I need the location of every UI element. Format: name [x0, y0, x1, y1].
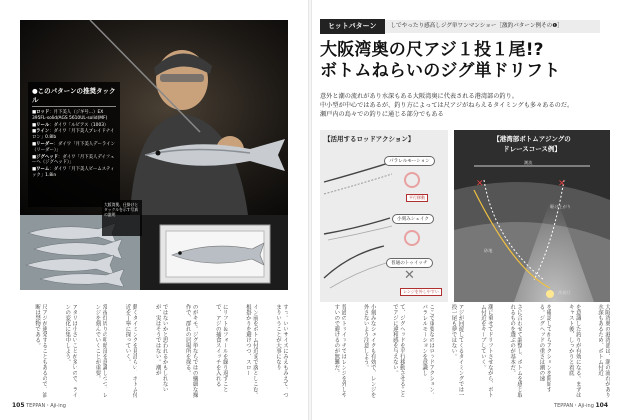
hit-pattern-tag: ヒットパターン [320, 19, 385, 34]
parallel-motion-label: パラレルモーション [384, 156, 435, 166]
headline [320, 40, 610, 82]
horizontal-move-label: 平行移動 [406, 194, 428, 202]
rod-action-panel [320, 130, 448, 302]
body-column: さに合わせて調整し、ボトムを感じ取れるものを選ぶのが基本だ。 [509, 304, 523, 398]
tackle-item: ■ロッド：月下美人（ジギ号…）EX 395FL-solid/AGS 5610UL-solid(MF) [32, 110, 108, 121]
body-column: 普通のトゥイッチではレンジを外しやすいので避けるのが無難だ。 [333, 304, 347, 398]
tackle-item: ■ジグヘッド：ダイワ「月下美人デイフェーヘ（ジグヘッド）」 [32, 154, 115, 166]
right-body-text [320, 304, 610, 402]
page-number: 104 [595, 402, 608, 409]
body-column: 動くタイミングを見計らい、ボトム付近を丁寧に探っていく。 [124, 304, 138, 398]
bottom-label: 砂地 [484, 248, 493, 253]
body-column: を確認してからアクションを開始する。ジグヘッドの重さは潮の速 [538, 304, 552, 392]
magazine-name: TEPPAN・Aji-ing [26, 403, 66, 409]
body-column: のがキモ。ジグ単ならではの繊細な操作で、群れの居場所を探る。 [184, 304, 198, 398]
tackle-item: ■ワーム：ダイワ「月下美人ビームスティック」1.8in [32, 167, 115, 178]
course-subtitle: ドレースコース例】 [503, 145, 561, 153]
course-example-panel [454, 130, 610, 302]
headline-line-2: ボトムねらいのジグ単ドリフト [320, 61, 561, 81]
body-column: 尺アジが連発することもあるので、油断は禁物である。 [34, 304, 48, 398]
lead-line: 瀬戸内の島々での釣りに通じる部分でもある [320, 111, 444, 118]
lead-line: 意外と潮の流れがあり水深もある大阪湾奥に代表される港湾部の釣り。 [320, 93, 518, 100]
body-column: 大阪湾奥の港湾部は、潮の流れがあり水深もあるため、ボトム付近 [597, 304, 610, 398]
rod-action-title: 【活用するロッドアクション】 [324, 135, 415, 143]
body-column: 小刻みなシェイクも有効で、レンジを外さないよう注意しよう。 [362, 304, 376, 398]
right-page [310, 0, 620, 420]
light-label: 常夜灯 [558, 290, 571, 295]
photo-aji-in-cooler [140, 215, 288, 290]
ng-cross-icon: ✕ [404, 268, 415, 283]
body-column: ではないかと思われるかもしれないが、実はそうではない。潮が [154, 304, 168, 392]
body-column: にリフト＆フォールを繰り返すことで、アジの捕食スイッチを入れる [214, 304, 228, 392]
range-miss-label: レンジを外しやすい [400, 288, 442, 296]
section-tag-row [320, 20, 600, 33]
body-column: を意識した釣りが有効になる。まずはキャスト後、しっかりと着底 [567, 304, 581, 398]
lead-text [320, 92, 610, 119]
body-column: すっ。いいサイズにみえもみえて。つまりいうことが大事になり [275, 304, 288, 398]
lead-line: 中小型が中心ではあるが、釣り方によっては尺アジがねらえるタイミングも多々あるのだ。 [320, 102, 574, 109]
body-column: ここで重要なのはロッドアクション。パラレルモーションを意識し [421, 304, 435, 398]
svg-text:✕: ✕ [476, 179, 484, 189]
body-column: 潮に乗せてドリフトさせながら、ボトム付近をキープしていく。 [479, 304, 493, 398]
body-column: アタリは小さいことが多いので、ラインの変化に集中しよう。 [64, 304, 78, 398]
tackle-title: ●このパターンの推奨タックル [32, 86, 116, 107]
tackle-item: ■リール：ダイワ「ルビアス（1003） [32, 122, 109, 128]
cooler-box [140, 215, 288, 290]
diagram-area [320, 130, 610, 302]
tackle-item: ■ライン：ダイワ「月下美人ブレイドナイロン」0.8lb [32, 129, 115, 141]
body-column: イン前をボトム付近まで落としこむ。根掛かりを避けつつ、スロー [244, 304, 258, 398]
tag-subtitle: しでやったり感高しジグ単ワンマンショー［激釣パターン例その❶］ [385, 20, 600, 33]
photo-caption: 大阪湾奥、仕掛けとタックルを示す写真の説明 [102, 200, 142, 236]
magazine-name: TEPPAN・Aji-ing [554, 403, 594, 409]
course-title: 【港湾部ボトムアジングの [493, 135, 571, 143]
tackle-item: ■リーダー：ダイワ「月下美人デーライン（リーダー）」 [32, 141, 115, 153]
small-shake-label: 小刻みシェイク [392, 214, 434, 224]
aji-fish-main [140, 135, 288, 175]
dropoff-label: 駆け上がり [550, 204, 571, 209]
current-label: 潮流 [524, 160, 533, 165]
left-body-text [20, 304, 288, 402]
page-number: 105 [12, 402, 25, 409]
headline-line-1: 大阪湾奥の尺アジ１投１尾!? [320, 40, 544, 60]
recommended-tackle-box [28, 82, 120, 207]
ok-circle-icon [404, 230, 420, 246]
body-column: て、ジグヘッドを平行移動させることでアジに違和感を与えない。 [391, 304, 405, 398]
right-footer [554, 402, 608, 409]
body-column: アジが回遊してくるタイミングでは一投一尾も夢ではない。 [450, 304, 464, 398]
ok-circle-icon [404, 172, 420, 188]
svg-text:✕: ✕ [558, 179, 566, 189]
left-footer [12, 402, 66, 409]
normal-twitch-label: 普通のトゥイッチ [386, 258, 433, 268]
course-map [454, 130, 610, 302]
body-column: 常夜灯周りの明暗部を意識しつつ、レンジを刻んでいくことが重要。 [94, 304, 108, 398]
